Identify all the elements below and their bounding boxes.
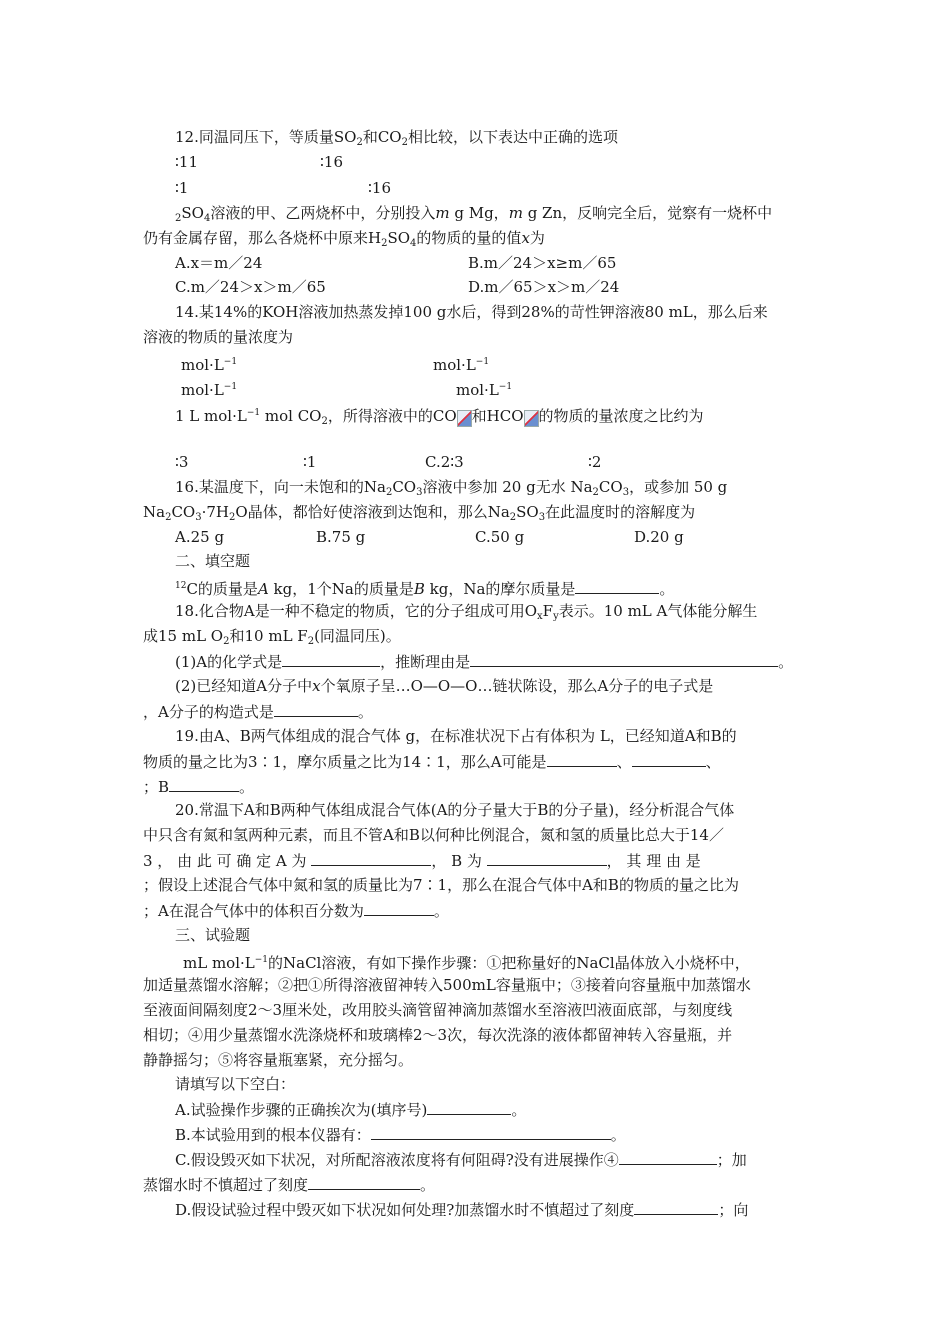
q12-option-b: ∶16	[320, 153, 343, 171]
q18-part2-cont: ，A分子的构造式是 。	[143, 703, 373, 721]
q20-line2: 中只含有氮和氢两种元素，而且不管A和B以何种比例混合，氮和氢的质量比总大于14／	[143, 826, 724, 844]
q21-line1: mL $mol\cdot L^{-1}$的NaCl溶液，有如下操作步骤：①把称量好的NaCl晶体放入小烧杯中，	[183, 954, 750, 972]
section-heading-experiment: 三、试验题	[175, 926, 251, 944]
q13-option-d: D.m／65＞x＞m／24	[468, 278, 620, 296]
q12-stem: 12.同温同压下，等质量$SO_2$和$CO_2$相比较，以下表达中正确的选项	[175, 128, 618, 148]
section-heading-fill-in: 二、填空题	[175, 552, 251, 570]
q20-line1: 20.常温下A和B两种气体组成混合气体(A的分子量大于B的分子量)，经分析混合气体	[175, 801, 735, 819]
q15-option-b: ∶1	[303, 453, 317, 471]
q21-prompt: 请填写以下空白：	[175, 1075, 296, 1093]
q16-line2: $Na_2CO_3\cdot 7H_2O$晶体，都恰好使溶液到达饱和，那么$Na_2SO_3$在此温度时的溶解度为	[143, 503, 696, 523]
q14-option-a: $mol\cdot L^{-1}$	[181, 356, 238, 374]
q13-option-a: A.x＝m／24	[175, 254, 263, 272]
q21-part-d: D.假设试验过程中毁灭如下状况如何处理?加蒸馏水时不慎超过了刻度 ；向	[175, 1201, 749, 1219]
q14-option-d: $mol\cdot L^{-1}$	[456, 381, 513, 399]
broken-image-icon	[457, 410, 472, 427]
q15-option-a: ∶3	[175, 453, 189, 471]
q12-option-c: ∶1	[175, 179, 189, 197]
q18-part1: (1)A的化学式是 ，推断理由是 。	[175, 653, 794, 671]
answer-blank[interactable]	[364, 900, 434, 916]
q18-line1: 18.化合物A是一种不稳定的物质，它的分子组成可用$O_xF_y$表示。10 mL A气体能分解生	[175, 602, 758, 622]
q13-line1: $_2SO_4$溶液的甲、乙两烧杯中，分别投入m g Mg，m g Zn，反响完全后，觉察有一烧杯中	[175, 204, 773, 224]
answer-blank[interactable]	[632, 751, 706, 767]
q13-option-c: C.m／24＞x＞m／65	[175, 278, 326, 296]
q21-part-c-cont: 蒸馏水时不慎超过了刻度 。	[143, 1176, 436, 1194]
q16-option-b: B.75 g	[316, 528, 366, 546]
answer-blank[interactable]	[308, 1174, 420, 1190]
q12-option-d: ∶16	[368, 179, 391, 197]
q16-option-c: C.50 g	[475, 528, 525, 546]
answer-blank[interactable]	[274, 701, 358, 717]
q16-option-d: D.20 g	[634, 528, 684, 546]
q16-line1: 16.某温度下，向一未饱和的$Na_2CO_3$溶液中参加 20 g无水 $Na_2CO_3$，或参加 50 g	[175, 478, 728, 498]
answer-blank[interactable]	[547, 751, 617, 767]
q19-line1: 19.由A、B两气体组成的混合气体 g，在标准状况下占有体积为 L，已经知道A和B的	[175, 727, 737, 745]
q13-option-b: B.m／24＞x≥m／65	[468, 254, 617, 272]
answer-blank[interactable]	[311, 850, 431, 866]
q20-line4: ；假设上述混合气体中氮和氢的质量比为7∶1，那么在混合气体中A和B的物质的量之比为	[143, 876, 739, 894]
answer-blank[interactable]	[575, 578, 659, 594]
answer-blank[interactable]	[282, 651, 380, 667]
q18-line2: 成15 mL $O_2$和10 mL $F_2$(同温同压)。	[143, 627, 401, 647]
answer-blank[interactable]	[470, 651, 778, 667]
q14-option-b: $mol\cdot L^{-1}$	[433, 356, 490, 374]
q16-option-a: A.25 g	[175, 528, 225, 546]
q19-line3: ；B 。	[143, 778, 255, 796]
q17-line: $^{12}$C的质量是A kg，1个Na的质量是B kg，Na的摩尔质量是 。	[175, 580, 675, 598]
q14-option-c: $mol\cdot L^{-1}$	[181, 381, 238, 399]
q21-line2: 加适量蒸馏水溶解；②把①所得溶液留神转入500mL容量瓶中；③接着向容量瓶中加蒸馏水	[143, 976, 751, 994]
answer-blank[interactable]	[619, 1149, 717, 1165]
q15-line1: 1 L $mol\cdot L^{-1}$ mol $CO_2$，所得溶液中的CO 和HCO 的物质的量浓度之比约为	[175, 407, 704, 427]
q18-part2: (2)已经知道A分子中x个氧原子呈…O—O—O…链状陈设，那么A分子的电子式是	[175, 677, 714, 695]
q15-option-c: C.2∶3	[425, 453, 464, 471]
q21-part-b: B.本试验用到的根本仪器有： 。	[175, 1126, 626, 1144]
answer-blank[interactable]	[487, 850, 607, 866]
q14-line1: 14.某14%的KOH溶液加热蒸发掉100 g水后，得到28%的苛性钾溶液80 mL，那么后来	[175, 303, 768, 321]
q20-line5: ；A在混合气体中的体积百分数为 。	[143, 902, 449, 920]
q13-line2: 仍有金属存留，那么各烧杯中原来$H_2SO_4$的物质的量的值x为	[143, 229, 545, 249]
q15-option-d: ∶2	[588, 453, 602, 471]
q21-line4: 相切；④用少量蒸馏水洗涤烧杯和玻璃棒2～3次，每次洗涤的液体都留神转入容量瓶，并	[143, 1026, 733, 1044]
answer-blank[interactable]	[169, 776, 239, 792]
q21-part-c: C.假设毁灭如下状况，对所配溶液浓度将有何阻碍?没有进展操作④ ；加	[175, 1151, 747, 1169]
q21-part-a: A.试验操作步骤的正确挨次为(填序号) 。	[175, 1101, 527, 1119]
q20-line3: 3 ， 由 此 可 确 定 A 为 ， B 为 ， 其 理 由 是	[143, 852, 701, 870]
q21-line5: 静静摇匀；⑤将容量瓶塞紧，充分摇匀。	[143, 1051, 414, 1069]
q19-line2: 物质的量之比为3∶1，摩尔质量之比为14∶1，那么A可能是 、 、	[143, 753, 721, 771]
answer-blank[interactable]	[427, 1099, 511, 1115]
broken-image-icon	[524, 410, 539, 427]
q14-line2: 溶液的物质的量浓度为	[143, 328, 294, 346]
answer-blank[interactable]	[371, 1124, 611, 1140]
q21-line3: 至液面间隔刻度2～3厘米处，改用胶头滴管留神滴加蒸馏水至溶液凹液面底部，与刻度线	[143, 1001, 733, 1019]
q12-option-a: ∶11	[175, 153, 198, 171]
answer-blank[interactable]	[634, 1199, 718, 1215]
